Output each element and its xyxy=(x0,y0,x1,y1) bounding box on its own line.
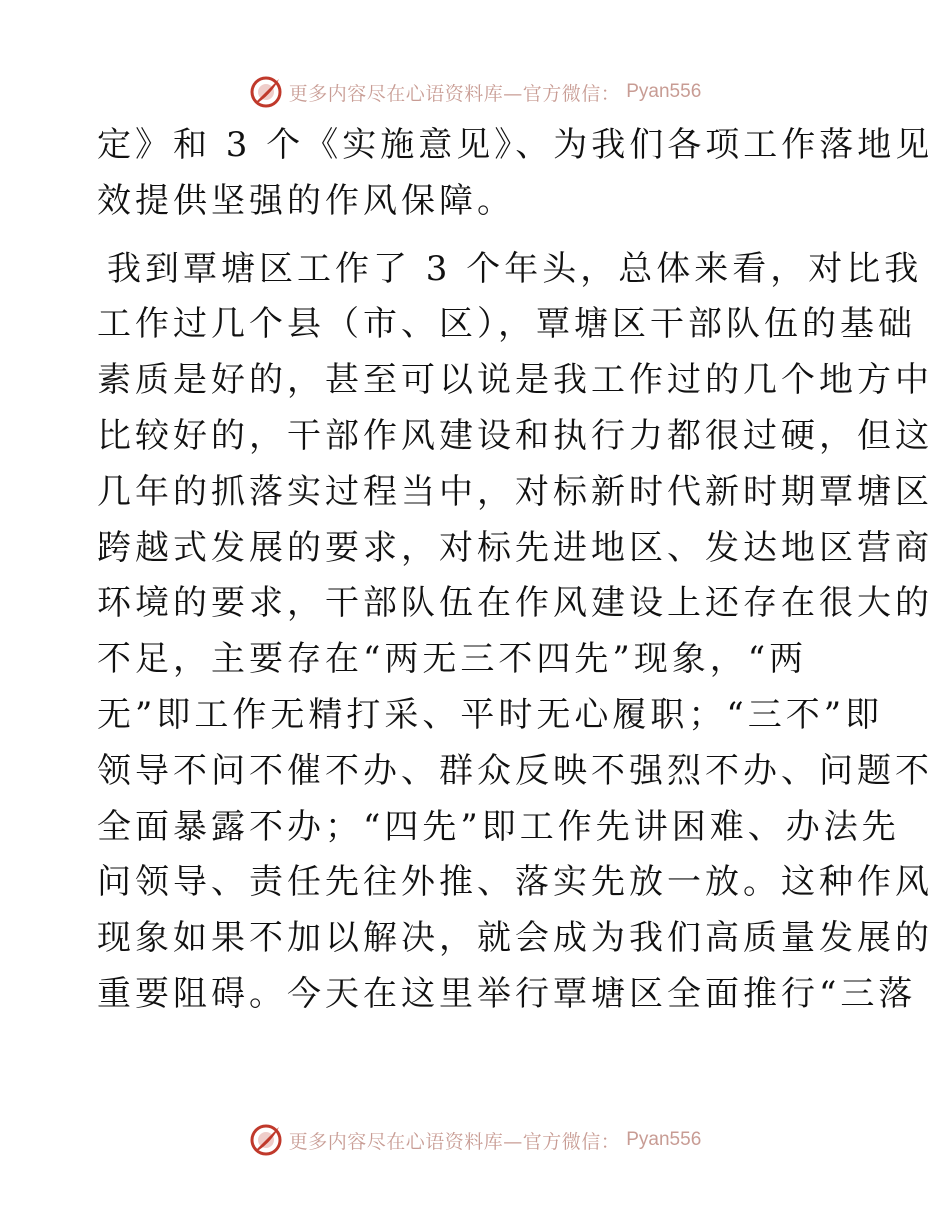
text-line: 定》和 3 个《实施意见》、为我们各项工作落地见 xyxy=(97,125,934,165)
text-line: 现象如果不加以解决，就会成为我们高质量发展的 xyxy=(97,918,933,959)
header-watermark xyxy=(0,70,950,114)
paragraph xyxy=(97,118,934,230)
text-line: 跨越式发展的要求，对标先进地区、发达地区营商 xyxy=(97,527,933,568)
text-line: 几年的抓落实过程当中，对标新时代新时期覃塘区 xyxy=(97,471,933,512)
watermark-wechat-id: Pyan556 xyxy=(626,1129,702,1150)
feather-logo-icon xyxy=(249,75,283,109)
watermark-text: 更多内容尽在心语资料库—官方微信： xyxy=(288,82,621,105)
text-line: 我到覃塘区工作了 3 个年头，总体来看，对比我 xyxy=(107,248,923,289)
text-line: 工作过几个县（市、区），覃塘区干部队伍的基础 xyxy=(97,304,916,345)
document-body xyxy=(97,118,934,1023)
paragraph xyxy=(97,242,933,1023)
watermark-wechat-id: Pyan556 xyxy=(626,81,702,102)
text-line: 不足，主要存在“两无三不四先”现象，“两 xyxy=(97,639,808,680)
feather-logo-icon xyxy=(249,1123,283,1157)
footer-watermark xyxy=(0,1118,950,1162)
text-line: 素质是好的，甚至可以说是我工作过的几个地方中 xyxy=(97,360,933,401)
watermark-text: 更多内容尽在心语资料库—官方微信： xyxy=(288,1130,621,1153)
text-line: 重要阻碍。今天在这里举行覃塘区全面推行“三落 xyxy=(97,973,917,1014)
text-line: 比较好的，干部作风建设和执行力都很过硬，但这 xyxy=(97,415,933,456)
text-line: 全面暴露不办；“四先”即工作先讲困难、办法先 xyxy=(97,806,900,847)
text-line: 领导不问不催不办、群众反映不强烈不办、问题不 xyxy=(97,750,933,791)
text-line: 环境的要求，干部队伍在作风建设上还存在很大的 xyxy=(97,583,933,624)
text-line: 问领导、责任先往外推、落实先放一放。这种作风 xyxy=(97,862,933,903)
text-line: 效提供坚强的作风保障。 xyxy=(97,180,515,221)
text-line: 无”即工作无精打采、平时无心履职；“三不”即 xyxy=(97,694,884,735)
